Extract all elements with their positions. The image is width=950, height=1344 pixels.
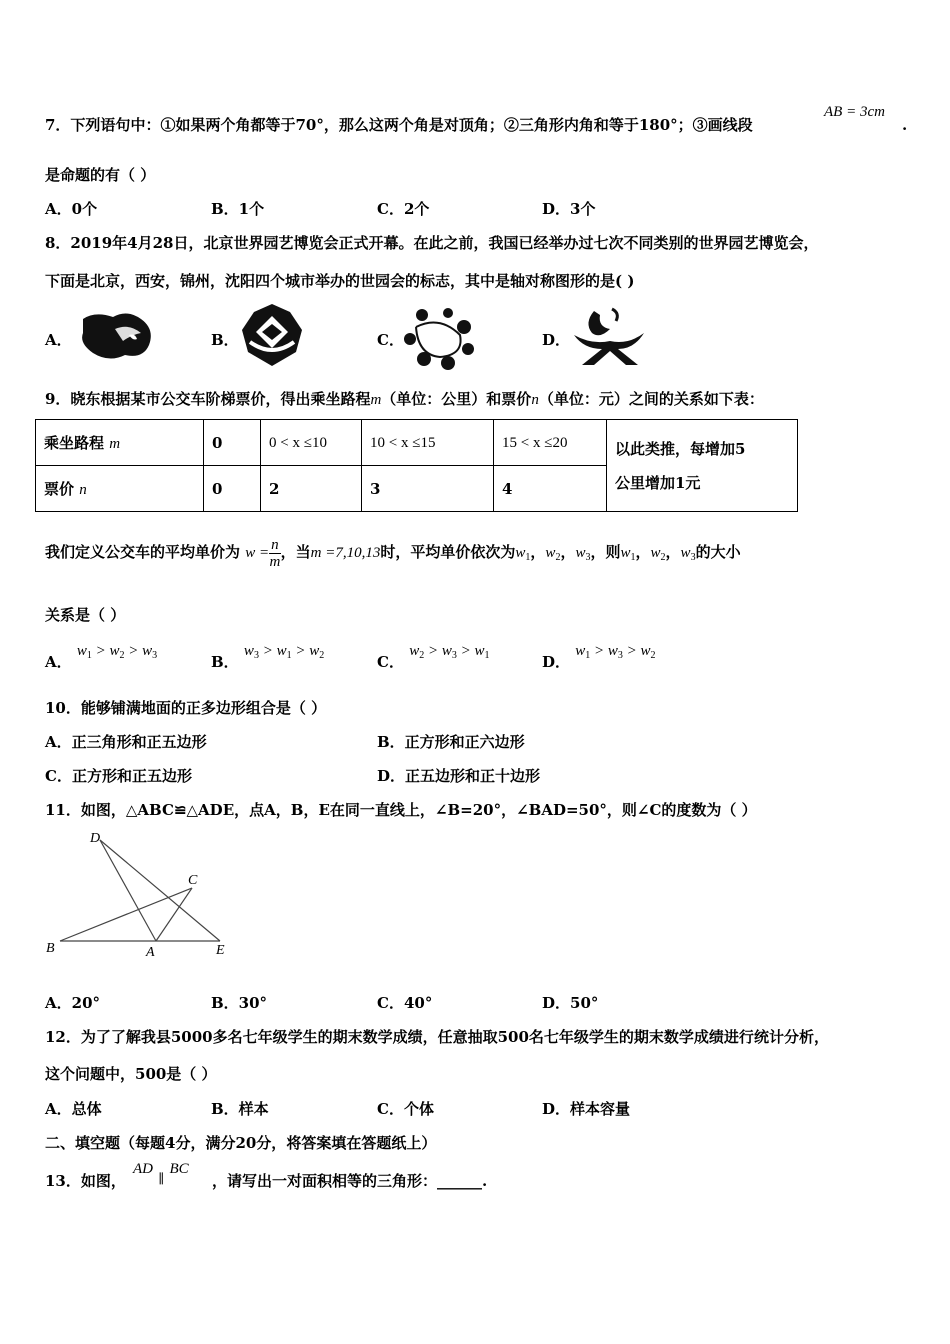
label-d: D <box>90 831 101 846</box>
table-cell: 2 <box>261 466 362 512</box>
segment-de <box>100 840 220 941</box>
table-cell: 10 < x ≤15 <box>362 420 494 466</box>
q12-option-a: A．总体 <box>45 1100 102 1118</box>
table-cell: 0 <box>204 466 261 512</box>
q7-math-ab: AB = 3cm <box>824 104 885 120</box>
q7-option-c: C．2个 <box>377 200 430 218</box>
q13-line: 13．如图， <box>45 1172 126 1190</box>
label-b: B <box>46 941 55 956</box>
q7-option-b: B．1个 <box>211 200 265 218</box>
q7-option-d: D．3个 <box>542 200 596 218</box>
table-cell: 15 < x ≤20 <box>494 420 607 466</box>
q8-option-c: C． <box>377 331 404 349</box>
label-e: E <box>216 943 225 958</box>
q11-geometry-figure <box>40 826 240 961</box>
label-a: A <box>146 945 155 960</box>
segment-da <box>100 840 156 941</box>
q7-line2: 是命题的有（ ） <box>45 166 156 184</box>
q11-line1: 11．如图，△ABC≌△ADE，点A，B，E在同一直线上，∠B=20°，∠BAD=50°，则∠C的度数为（ ） <box>45 801 757 819</box>
q9-line1: 9．晓东根据某市公交车阶梯票价，得出乘坐路程m（单位：公里）和票价n（单位：元）之间的关系如下表： <box>45 390 764 408</box>
table-label-distance: 乘坐路程 m <box>36 420 204 466</box>
q11-option-b: B．30° <box>211 994 268 1012</box>
q9-option-b: B． $w_3 > w_1 > w_2$ <box>211 643 325 671</box>
q8-line1: 8．2019年4月28日，北京世界园艺博览会正式开幕。在此之前，我国已经举办过七次不同类别的世界园艺博览会， <box>45 234 819 252</box>
fare-table <box>35 419 798 512</box>
q10-option-c: C．正方形和正五边形 <box>45 767 192 785</box>
q12-option-d: D．样本容量 <box>542 1100 631 1118</box>
q11-option-a: A．20° <box>45 994 101 1012</box>
q11-option-d: D．50° <box>542 994 599 1012</box>
q12-line2: 这个问题中，500是（ ） <box>45 1065 217 1083</box>
table-cell: 0 <box>204 420 261 466</box>
q9-option-a: A． $w_1 > w_2 > w_3$ <box>45 643 158 671</box>
q8-line2: 下面是北京，西安，锦州，沈阳四个城市举办的世园会的标志，其中是轴对称图形的是( ) <box>45 272 635 290</box>
q8-option-b: B． <box>211 331 239 349</box>
section-heading-fill-in: 二、填空题（每题4分，满分20分，将答案填在答题纸上） <box>45 1134 437 1152</box>
q10-option-b: B．正方形和正六边形 <box>377 733 525 751</box>
q10-line1: 10．能够铺满地面的正多边形组合是（ ） <box>45 699 327 717</box>
q7-option-a: A．0个 <box>45 200 98 218</box>
q7-period: . <box>902 116 908 134</box>
segment-ac <box>156 888 192 941</box>
q12-option-b: B．样本 <box>211 1100 269 1118</box>
q7-line1: 7．下列语句中：①如果两个角都等于70°，那么这两个角是对顶角；②三角形内角和等于180°；③画线段 <box>45 116 753 134</box>
table-cell: 0 < x ≤10 <box>261 420 362 466</box>
table-label-fare: 票价 n <box>36 466 204 512</box>
table-cell: 3 <box>362 466 494 512</box>
jinzhou-expo-logo-image <box>402 305 478 371</box>
q10-option-a: A．正三角形和正五边形 <box>45 733 207 751</box>
q8-option-d: D． <box>542 331 571 349</box>
q10-option-d: D．正五边形和正十边形 <box>377 767 541 785</box>
beijing-expo-logo-image <box>75 305 157 365</box>
q9-definition: 我们定义公交车的平均单价为 w = $\frac{n}{m}$ ，当m =7,10,13时，平均单价依次为$w_1$，$w_2$，$w_3$，则$w_1$，$w_2$，$w_3$的大小 <box>45 536 741 570</box>
q13-tail: ，请写出一对面积相等的三角形：______. <box>212 1172 488 1190</box>
q9-option-c: C． $w_2 > w_3 > w_1$ <box>377 643 490 671</box>
segment-bc <box>60 888 192 941</box>
q9-line3: 关系是（ ） <box>45 606 126 624</box>
q12-line1: 12．为了了解我县5000多名七年级学生的期末数学成绩，任意抽取500名七年级学生的期末数学成绩进行统计分析， <box>45 1028 829 1046</box>
q9-option-d: D． $w_1 > w_3 > w_2$ <box>542 643 656 671</box>
shenyang-expo-logo-image <box>570 305 652 369</box>
q8-option-a: A． <box>45 331 72 349</box>
xian-expo-logo-image <box>238 302 306 368</box>
q12-option-c: C．个体 <box>377 1100 434 1118</box>
label-c: C <box>188 873 198 888</box>
q11-option-c: C．40° <box>377 994 433 1012</box>
q13-math: AD ∥ BC <box>133 1161 189 1186</box>
table-cell: 4 <box>494 466 607 512</box>
table-note: 以此类推，每增加5 公里增加1元 <box>607 420 798 512</box>
